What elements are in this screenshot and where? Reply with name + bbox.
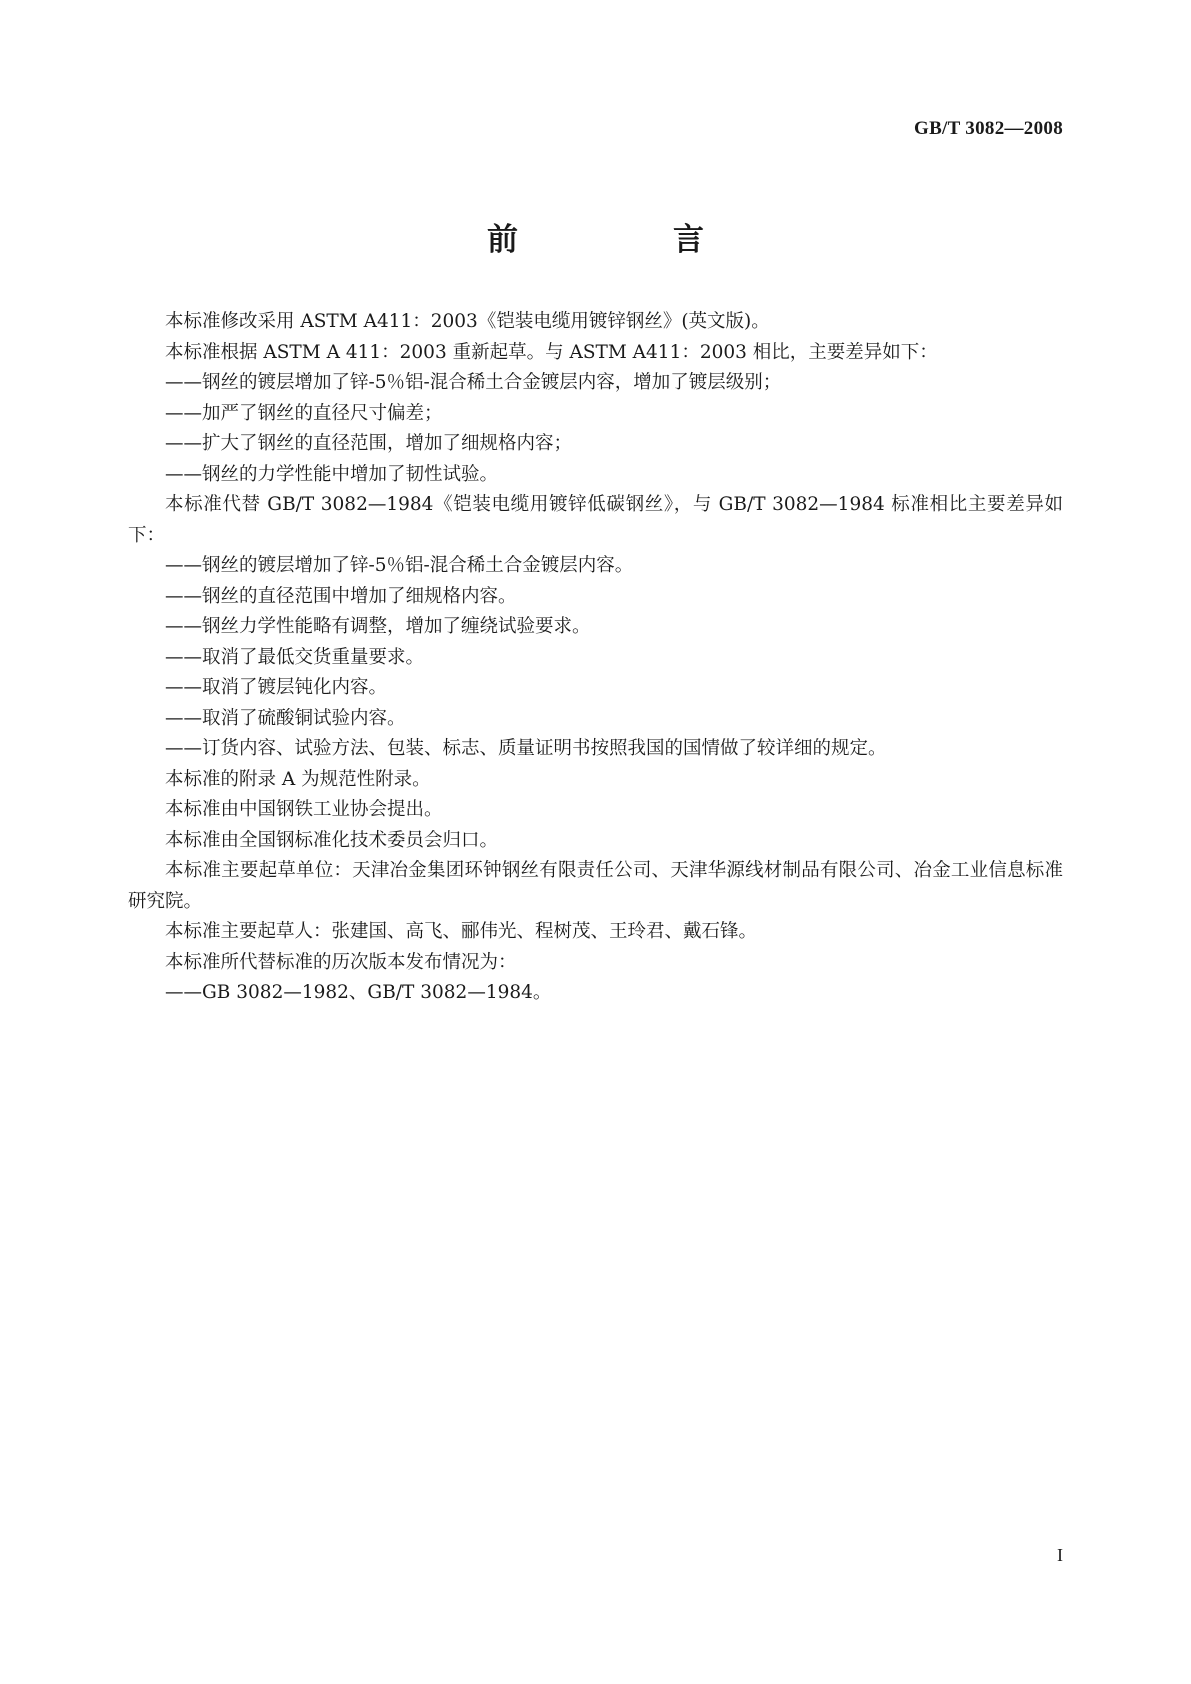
list-item: ——订货内容、试验方法、包装、标志、质量证明书按照我国的国情做了较详细的规定。 — [165, 738, 887, 759]
paragraph: 本标准代替 GB/T 3082—1984《铠装电缆用镀锌低碳钢丝》，与 GB/T 3082—1984 标准相比主要差异如下： — [128, 494, 1063, 546]
list-item: ——GB 3082—1982、GB/T 3082—1984。 — [165, 982, 552, 1003]
paragraph: 本标准主要起草单位：天津冶金集团环钟钢丝有限责任公司、天津华源线材制品有限公司、冶金工业信息标准研究院。 — [128, 860, 1063, 912]
foreword-body — [128, 307, 1063, 1009]
list-item: ——取消了最低交货重量要求。 — [165, 646, 425, 668]
list-item: ——取消了镀层钝化内容。 — [165, 677, 388, 698]
paragraph: 本标准根据 ASTM A 411：2003 重新起草。与 ASTM A411：2003 相比，主要差异如下： — [165, 341, 938, 363]
standard-number: GB/T 3082—2008 — [913, 118, 1063, 139]
paragraph: 本标准所代替标准的历次版本发布情况为： — [165, 951, 517, 973]
paragraph: 本标准修改采用 ASTM A411：2003《铠装电缆用镀锌钢丝》(英文版)。 — [165, 311, 770, 332]
list-item: ——加严了钢丝的直径尺寸偏差； — [165, 402, 443, 424]
list-item: ——钢丝的直径范围中增加了细规格内容。 — [165, 585, 517, 607]
list-item: ——钢丝的镀层增加了锌-5％铝-混合稀土合金镀层内容。 — [165, 555, 634, 576]
paragraph: 本标准由全国钢标准化技术委员会归口。 — [165, 829, 499, 851]
list-item: ——扩大了钢丝的直径范围，增加了细规格内容； — [165, 433, 573, 454]
paragraph: 本标准由中国钢铁工业协会提出。 — [165, 799, 443, 820]
paragraph: 本标准的附录 A 为规范性附录。 — [165, 768, 431, 790]
page-title: 前 言 — [487, 222, 766, 258]
page-number: I — [1057, 1545, 1063, 1565]
list-item: ——钢丝力学性能略有调整，增加了缠绕试验要求。 — [165, 616, 591, 637]
list-item: ——钢丝的镀层增加了锌-5％铝-混合稀土合金镀层内容，增加了镀层级别； — [165, 372, 782, 393]
paragraph: 本标准主要起草人：张建国、高飞、郦伟光、程树茂、王玲君、戴石锋。 — [165, 921, 758, 942]
list-item: ——取消了硫酸铜试验内容。 — [165, 707, 406, 729]
list-item: ——钢丝的力学性能中增加了韧性试验。 — [165, 463, 499, 485]
